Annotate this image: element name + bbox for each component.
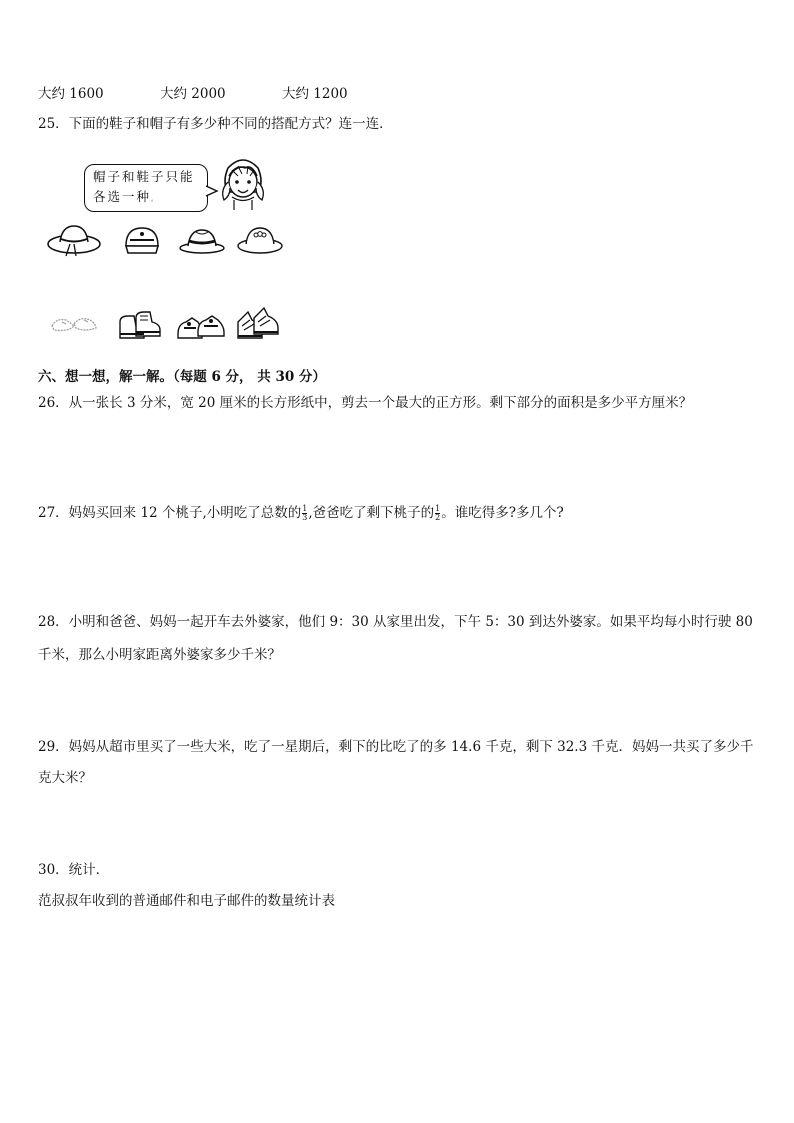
girl-icon (214, 152, 272, 216)
hat-2-icon (120, 222, 164, 258)
shoe-4-icon (236, 306, 282, 340)
shoe-1-icon (48, 312, 100, 336)
bubble-mark: 。 (151, 196, 158, 203)
shoe-3-icon (176, 310, 226, 340)
bubble-line-1: 帽子和鞋子只能 (93, 169, 195, 184)
bubble-line-2: 各选一种 (93, 189, 152, 204)
fraction-1-denominator: 3 (302, 513, 308, 522)
estimate-1: 大约 1600 (38, 86, 104, 102)
question-26: 26．从一张长 3 分米，宽 20 厘米的长方形纸中，剪去一个最大的正方形。剩下部分的面积是多少平方厘米？ (38, 395, 693, 411)
shoe-2-icon (116, 308, 164, 342)
fraction-2-denominator: 2 (435, 513, 441, 522)
hat-4-icon (236, 222, 284, 256)
fraction-2-numerator: 1 (435, 504, 441, 513)
hat-3-icon (178, 224, 226, 256)
question-28-line-1: 28．小明和爸爸、妈妈一起开车去外婆家，他们 9：30 从家里出发，下午 5：30 到达外婆家。如果平均每小时行驶 80 (38, 614, 753, 630)
hat-1-icon (46, 222, 102, 258)
estimate-2: 大约 2000 (160, 86, 226, 102)
question-27-part1: 27．妈妈买回来 12 个桃子,小明吃了总数的 (38, 505, 302, 521)
question-27-part3: 。谁吃得多?多几个? (441, 505, 564, 521)
question-30-subtitle: 范叔叔年收到的普通邮件和电子邮件的数量统计表 (38, 893, 335, 909)
question-27 (38, 503, 564, 523)
question-28-line-2: 千米，那么小明家距离外婆家多少千米？ (38, 647, 281, 663)
question-27-part2: ,爸爸吃了剩下桃子的 (308, 505, 435, 521)
question-29-line-2: 克大米？ (38, 770, 92, 786)
fraction-1 (302, 505, 307, 522)
question-30: 30．统计． (38, 862, 110, 878)
question-29-line-1: 29．妈妈从超市里买了一些大米，吃了一星期后，剩下的比吃了的多 14.6 千克，剩下 32.3 千克．妈妈一共买了多少千 (38, 739, 754, 755)
fraction-2 (435, 505, 440, 522)
section-6-heading: 六、想一想，解一解。（每题 6 分， 共 30 分） (38, 369, 326, 385)
estimate-3: 大约 1200 (282, 86, 348, 102)
speech-bubble (84, 164, 208, 212)
question-25: 25．下面的鞋子和帽子有多少种不同的搭配方式？连一连． (38, 116, 393, 132)
fraction-1-numerator: 1 (302, 504, 308, 513)
